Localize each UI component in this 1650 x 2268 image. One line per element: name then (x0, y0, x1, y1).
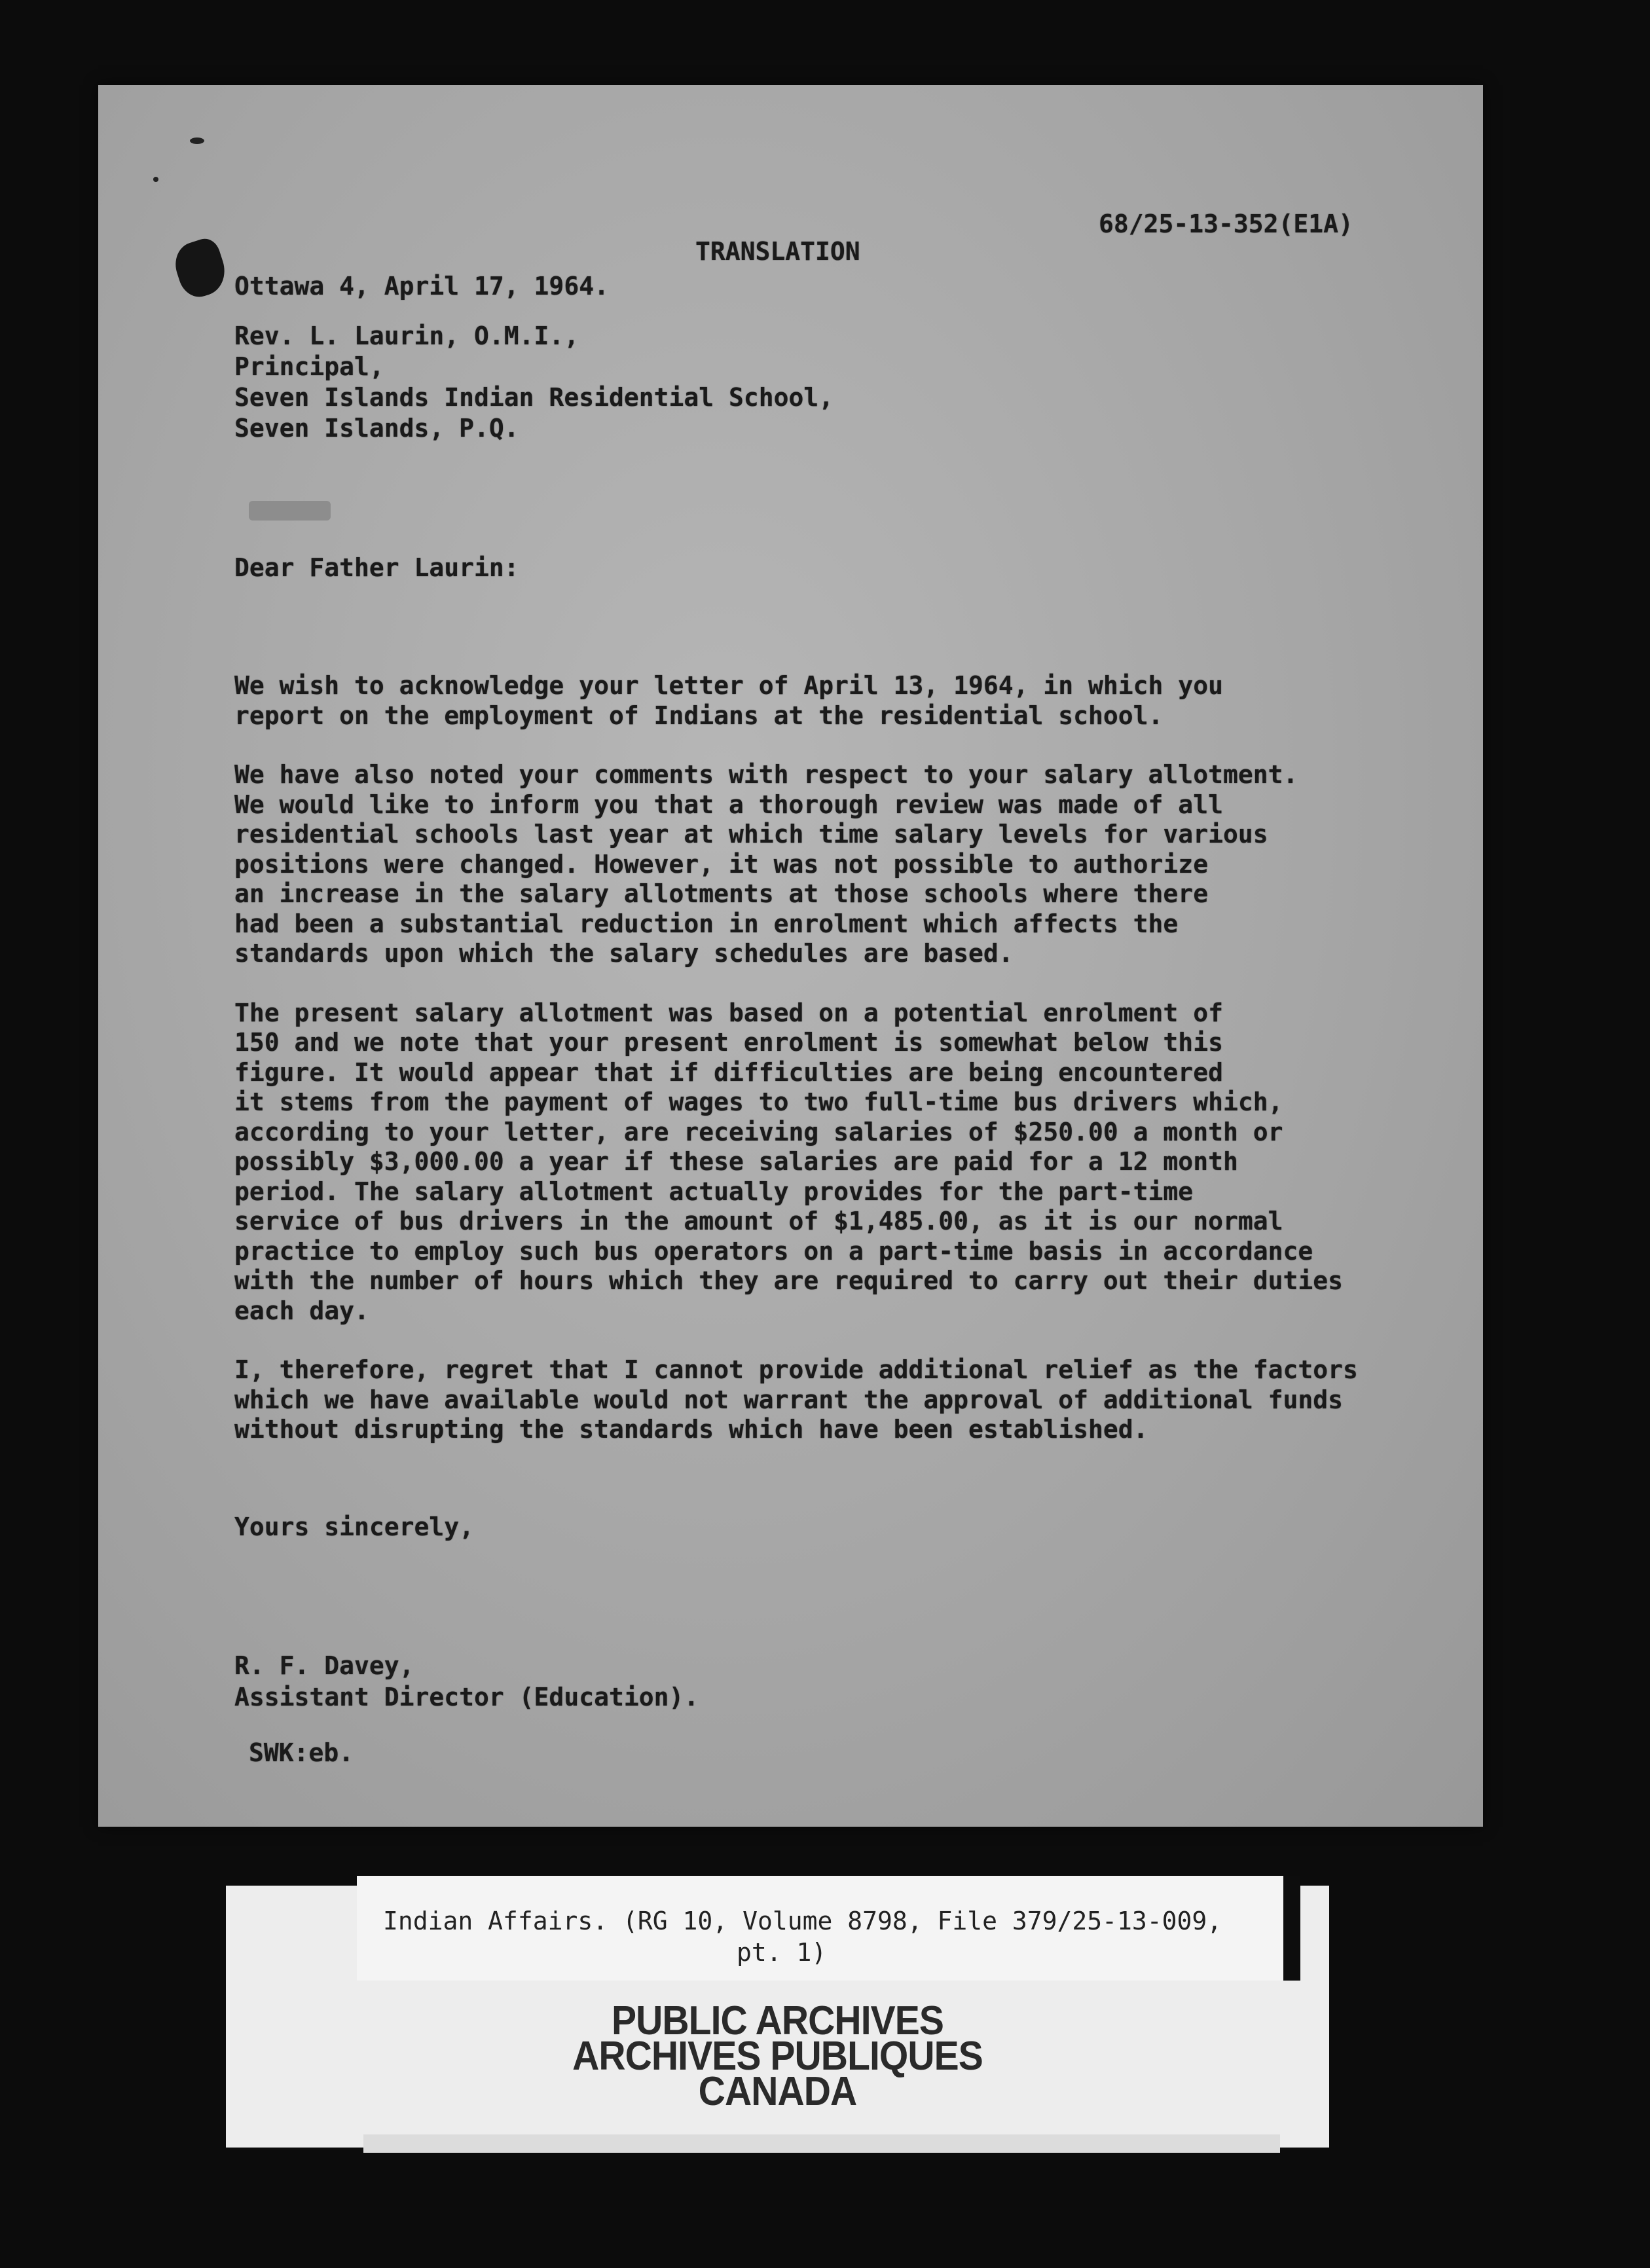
ink-blot (170, 235, 231, 302)
citation-line: pt. 1) (737, 1938, 827, 1967)
paragraph: I, therefore, regret that I cannot provide additional relief as the factors which we have available would not warrant the approval of additional funds without disrupting the standards which have been established. (234, 1355, 1358, 1444)
signature-block (234, 1650, 699, 1713)
stamp-line: PUBLIC ARCHIVES (611, 1998, 944, 2043)
stamp-line: ARCHIVES PUBLIQUES (572, 2034, 983, 2079)
paragraph: We have also noted your comments with respect to your salary allotment. We would like to inform you that a thorough review was made of all residential schools last year at which time salary levels for various positions were changed. However, it was not possible to authorize an increase in the salary allotments at those schools where there had been a substantial reduction in enrolment which affects the standards upon which the salary schedules are based. (234, 760, 1298, 968)
letter-page (98, 85, 1483, 1827)
file-reference: 68/25-13-352(E1A) (1099, 210, 1353, 238)
salutation: Dear Father Laurin: (234, 553, 519, 582)
signer-name: R. F. Davey, (234, 1651, 414, 1680)
addressee-block (234, 321, 834, 444)
addressee-line: Rev. L. Laurin, O.M.I., (234, 321, 579, 350)
addressee-line: Principal, (234, 352, 384, 381)
typist-initials: SWK:eb. (249, 1738, 354, 1767)
paragraph: We wish to acknowledge your letter of April 13, 1964, in which you report on the employment of Indians at the residential school. (234, 671, 1223, 730)
archive-citation (383, 1905, 1274, 1968)
signer-title: Assistant Director (Education). (234, 1683, 699, 1711)
stamp-line: CANADA (698, 2069, 857, 2114)
document-heading: TRANSLATION (695, 237, 860, 266)
closing: Yours sincerely, (234, 1512, 475, 1541)
label-strip (363, 2134, 1280, 2153)
speck (153, 177, 158, 182)
dateline: Ottawa 4, April 17, 1964. (234, 272, 609, 301)
redaction-mark (249, 501, 331, 521)
speck (190, 137, 204, 144)
public-archives-stamp (270, 1998, 1285, 2114)
paragraph: The present salary allotment was based on a potential enrolment of 150 and we note that your present enrolment is somewhat below this figure. It would appear that if difficulties are being encountered it stems from the payment of wages to two full-time bus drivers which, according to your letter, are receiving salaries of $250.00 a month or possibly $3,000.00 a year if these salaries are paid for a 12 month period. The salary allotment actually provides for the part-time service of bus drivers in the amount of $1,485.00, as it is our normal practice to employ such bus operators on a part-time basis in accordance with the number of hours which they are required to carry out their duties each day. (234, 998, 1343, 1325)
citation-line: Indian Affairs. (RG 10, Volume 8798, File 379/25-13-009, (383, 1907, 1222, 1935)
addressee-line: Seven Islands, P.Q. (234, 414, 519, 443)
addressee-line: Seven Islands Indian Residential School, (234, 383, 834, 412)
letter-body (234, 671, 1465, 1474)
